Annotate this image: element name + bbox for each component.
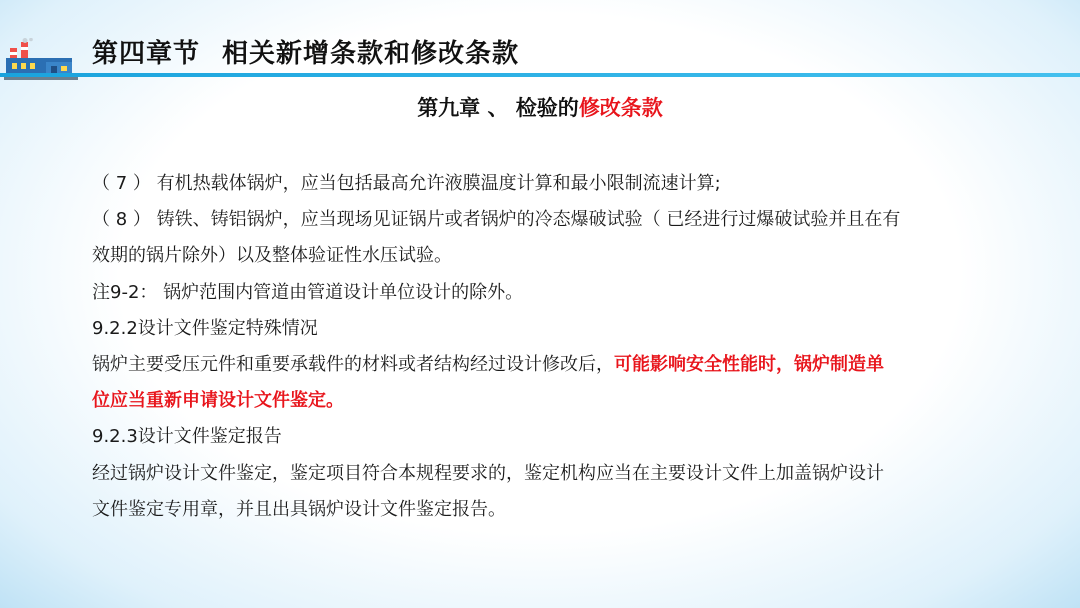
paragraph-item-8-line1: （ 8 ） 铸铁、铸铝锅炉，应当现场见证锅片或者锅炉的冷态爆破试验（ 已经进行过爆破试验并且在有 [92,209,901,231]
paragraph-9-2-2-highlight: 可能影响安全性能时，锅炉制造单 [614,354,884,376]
paragraph-9-2-2-normal: 锅炉主要受压元件和重要承载件的材料或者结构经过设计修改后， [92,354,614,376]
heading-9-2-3: 9.2.3设计文件鉴定报告 [92,426,282,448]
paragraph-9-2-3-line1: 经过锅炉设计文件鉴定，鉴定项目符合本规程要求的，鉴定机构应当在主要设计文件上加盖锅炉设计 [92,462,884,484]
body-text [92,166,992,528]
header-title-text: 相关新增条款和修改条款 [222,39,520,69]
heading-9-2-2: 9.2.2设计文件鉴定特殊情况 [92,317,318,339]
paragraph-item-7: （ 7 ） 有机热载体锅炉，应当包括最高允许液膜温度计算和最小限制流速计算; [92,173,721,194]
paragraph-9-2-3-line2: 文件鉴定专用章，并且出具锅炉设计文件鉴定报告。 [92,498,506,520]
paragraph-9-2-2-line1 [92,347,992,383]
paragraph-9-2-2-end: 。 [326,390,344,412]
paragraph-9-2-2-line2 [92,383,992,419]
header-title [92,33,519,70]
note-9-2: 注9-2： 锅炉范围内管道由管道设计单位设计的除外。 [92,281,524,303]
header-divider [0,73,1080,77]
subtitle-highlight: 修改条款 [578,96,663,120]
header-section: 第四章节 [92,39,201,69]
chapter-subtitle [0,92,1080,122]
paragraph-item-8-line2: 效期的锅片除外）以及整体验证性水压试验。 [92,245,452,267]
subtitle-prefix: 第九章 、 检验的 [417,96,579,120]
paragraph-9-2-2-highlight-cont: 位应当重新申请设计文件鉴定 [92,390,326,412]
